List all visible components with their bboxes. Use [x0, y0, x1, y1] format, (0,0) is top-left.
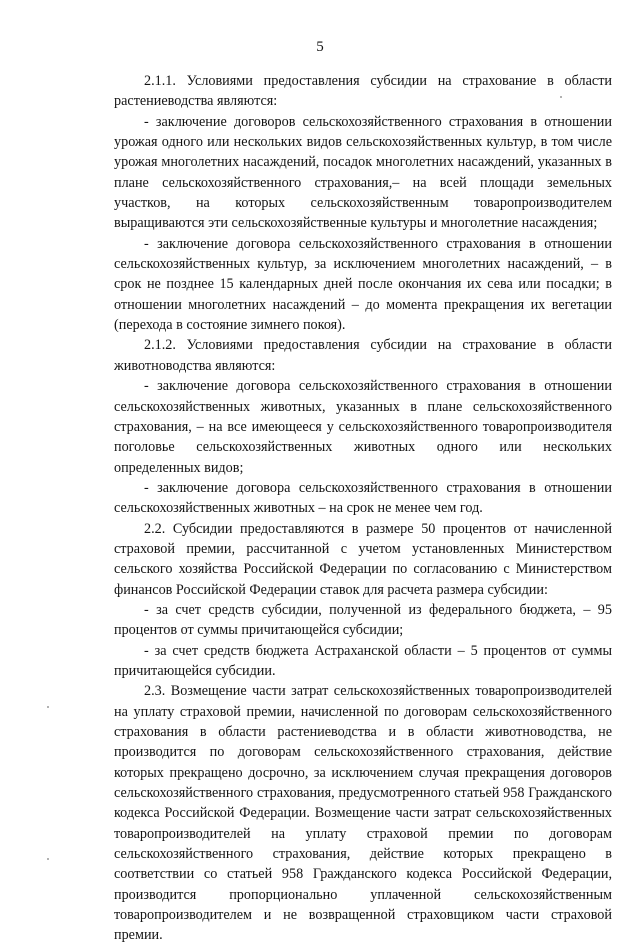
paragraph-2-2-federal-share: - за счет средств субсидии, полученной из федерального бюджета, – 95 процентов от суммы причитающейся субсидии; — [114, 601, 612, 639]
paragraph-2-1-1: 2.1.1. Условиями предоставления субсидии на страхование в области растениеводства являются: — [114, 73, 612, 110]
paragraph-2-1-1-crop-insurance: - заключение договоров сельскохозяйственного страхования в отношении урожая одного или нескольких видов сельскохозяйственных культур, в том числе урожая многолетних насаждений, посадок многолетних насаждений, указанных в плане сельскохозяйственного страхования,– на всей площади земельных участков, на которых сельскохозяйственным товаропроизводителем выращиваются эти сельскохозяйственные культуры и многолетние насаждения; — [114, 113, 612, 232]
page-number: 5 — [316, 39, 324, 55]
document-body — [114, 71, 612, 946]
scan-speck — [47, 858, 49, 860]
paragraph-2-2-regional-share: - за счет средств бюджета Астраханской области – 5 процентов от суммы причитающейся субсидии. — [114, 642, 612, 679]
scan-speck — [47, 706, 49, 708]
paragraph-2-2: 2.2. Субсидии предоставляются в размере 50 процентов от начисленной страховой премии, рассчитанной с учетом установленных Министерством сельского хозяйства Российской Федерации по согласованию с Министерством финансов Российской Федерации ставок для расчета размера субсидии: — [114, 520, 612, 598]
paragraph-2-1-2: 2.1.2. Условиями предоставления субсидии на страхование в области животноводства являются: — [114, 337, 612, 374]
paragraph-2-3: 2.3. Возмещение части затрат сельскохозяйственных товаропроизводителей на уплату страховой премии, начисленной по договорам сельскохозяйственного страхования в области растениеводства и в области животноводства, не производится по договорам сельскохозяйственного страхования, действие которых прекращено досрочно, за исключением случая прекращения договоров сельскохозяйственного страхования, предусмотренного статьей 958 Гражданского кодекса Российской Федерации. Возмещение части затрат сельскохозяйственных товаропроизводителей на уплату страховой премии по договорам сельскохозяйственного страхования, действие которых прекращено в соответствии со статьей 958 Гражданского кодекса Российской Федерации, производится пропорционально уплаченной сельскохозяйственным товаропроизводителем и не возвращенной страховщиком части страховой премии. — [114, 683, 612, 944]
paragraph-2-1-1-crop-deadline: - заключение договора сельскохозяйственного страхования в отношении сельскохозяйственных культур, за исключением многолетних насаждений, – в срок не позднее 15 календарных дней после окончания их сева или посадки; в отношении многолетних насаждений – до момента прекращения их вегетации (перехода в состояние зимнего покоя). — [114, 235, 612, 334]
paragraph-2-1-2-livestock-term: - заключение договора сельскохозяйственного страхования в отношении сельскохозяйственных животных – на срок не менее чем год. — [114, 479, 612, 517]
scan-speck — [560, 96, 562, 98]
paragraph-2-1-2-livestock-insurance: - заключение договора сельскохозяйственного страхования в отношении сельскохозяйственных животных, указанных в плане сельскохозяйственного страхования, – на все имеющееся у сельскохозяйственного товаропроизводителя поголовье сельскохозяйственных животных одного или нескольких определенных видов; — [114, 378, 612, 476]
